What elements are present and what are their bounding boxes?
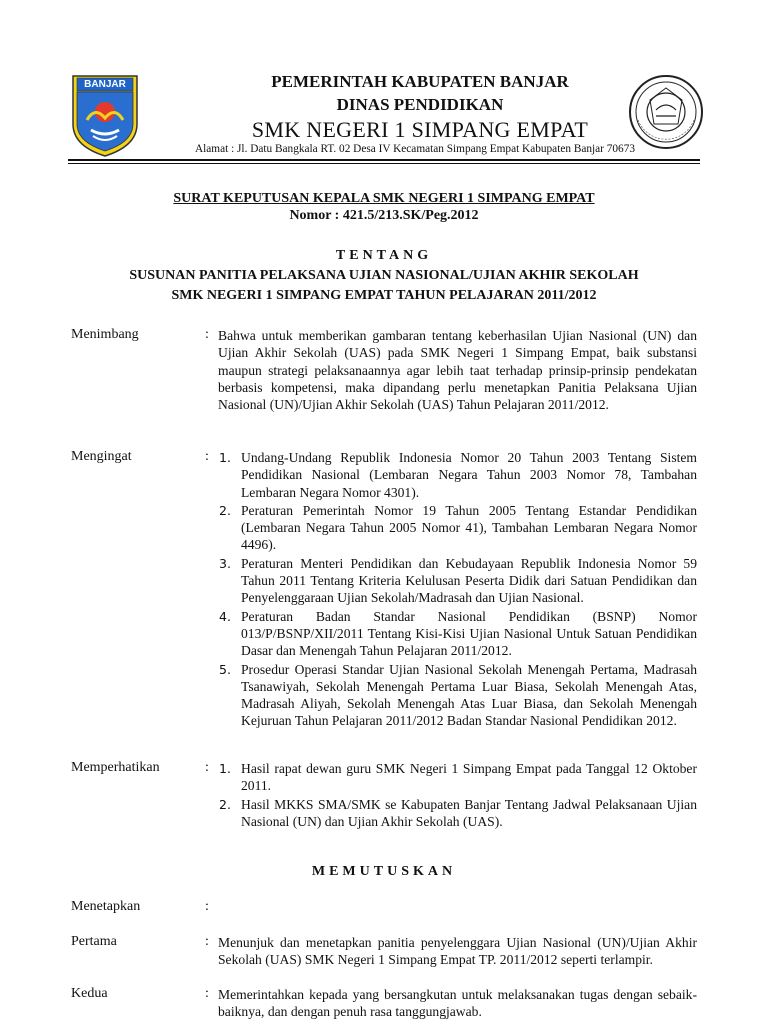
mengingat-colon: : (205, 449, 209, 464)
mengingat-item: 2. Peraturan Pemerintah Nomor 19 Tahun 2005 Tentang Estandar Pendidikan (Lembaran Negara Tahun 2005 Nomor 41), Tambahan Lembaran Negara Nomor 4496). (219, 502, 697, 553)
memperhatikan-label: Memperhatikan (71, 760, 160, 775)
mengingat-item: 3. Peraturan Menteri Pendidikan dan Kebudayaan Republik Indonesia Nomor 59 Tahun 2011 Tentang Kriteria Kelulusan Peserta Didik dari Satuan Pendidikan dan Penyelenggaraan Ujian Sekolah/Madrasah dan Ujian Nasional. (219, 555, 697, 606)
mengingat-item: 4. Peraturan Badan Standar Nasional Pendidikan (BSNP) Nomor 013/P/BSNP/XII/2011 Tentang Kisi-Kisi Ujian Nasional Untuk Satuan Pendidikan Dasar dan Menengah Tahun Pelajaran 2011/2012. (219, 608, 697, 659)
mengingat-label: Mengingat (71, 449, 132, 464)
memperhatikan-item: 1. Hasil rapat dewan guru SMK Negeri 1 Simpang Empat pada Tanggal 12 Oktober 2011. (219, 761, 697, 794)
header-divider-thin (68, 163, 700, 164)
memperhatikan-item: 2. Hasil MKKS SMA/SMK se Kabupaten Banjar Tentang Jadwal Pelaksanaan Ujian Nasional (UN) dan Ujian Akhir Sekolah (UAS). (219, 796, 697, 829)
about-line-1: SUSUNAN PANITIA PELAKSANA UJIAN NASIONAL/UJIAN AKHIR SEKOLAH (129, 268, 639, 283)
government-name: PEMERINTAH KABUPATEN BANJAR (271, 72, 569, 91)
kedua-colon: : (205, 986, 209, 1001)
memutuskan-heading: MEMUTUSKAN (311, 864, 457, 879)
kedua-label: Kedua (71, 986, 108, 1001)
department-name: DINAS PENDIDIKAN (336, 95, 504, 114)
header-divider-thick (68, 159, 700, 161)
menetapkan-label: Menetapkan (71, 899, 141, 914)
banjar-logo-label: BANJAR (84, 79, 126, 90)
pertama-colon: : (205, 934, 209, 949)
memperhatikan-colon: : (205, 760, 209, 775)
menimbang-label: Menimbang (71, 327, 139, 342)
mengingat-item: 5. Prosedur Operasi Standar Ujian Nasional Sekolah Menengah Pertama, Madrasah Tsanawiyah, Sekolah Menengah Pertama Luar Biasa, Sekolah Menengah Atas, Madrasah Aliyah, Sekolah Menengah Atas Luar Biasa, dan Sekolah Menengah Kejuruan Tahun Pelajaran 2011/2012 Badan Standar Nasional Pendidikan 2012. (219, 661, 697, 729)
menetapkan-colon: : (205, 899, 209, 914)
kedua-text: Memerintahkan kepada yang bersangkutan untuk melaksanakan tugas dengan sebaik-baiknya, dan dengan penuh rasa tanggungjawab. (218, 987, 697, 1020)
memperhatikan-list (218, 760, 697, 831)
mengingat-list (218, 449, 697, 731)
menimbang-text: Bahwa untuk memberikan gambaran tentang keberhasilan Ujian Nasional (UN) dan Ujian Akhir Sekolah (UAS) pada SMK Negeri 1 Simpang Empat, baik substansi maupun strategi pelaksanaannya agar lebih taat terhadap prinsip-prinsip pendekatan berbasis kompetensi, maka dipandang perlu menetapkan Panitia Pelaksana Ujian Nasional (UN)/Ujian Akhir Sekolah (UAS) Tahun Pelajaran 2011/2012. (218, 328, 697, 413)
decree-number: Nomor : 421.5/213.SK/Peg.2012 (289, 208, 479, 223)
pertama-label: Pertama (71, 934, 117, 949)
mengingat-item: 1. Undang-Undang Republik Indonesia Nomor 20 Tahun 2003 Tentang Sistem Pendidikan Nasional (Lembaran Negara Tahun 2003 Nomor 78, Tambahan Lembaran Negara Nomor 4301). (219, 450, 697, 500)
school-name: SMK NEGERI 1 SIMPANG EMPAT (251, 117, 589, 142)
menimbang-colon: : (205, 327, 209, 342)
pertama-text: Menunjuk dan menetapkan panitia penyelenggara Ujian Nasional (UN)/Ujian Akhir Sekolah (UAS) SMK Negeri 1 Simpang Empat TP. 2011/2012 seperti terlampir. (218, 935, 697, 968)
about-heading: TENTANG (335, 248, 433, 263)
about-line-2: SMK NEGERI 1 SIMPANG EMPAT TAHUN PELAJARAN 2011/2012 (171, 288, 597, 303)
school-address: Alamat : Jl. Datu Bangkala RT. 02 Desa IV Kecamatan Simpang Empat Kabupaten Banjar 70673 (195, 143, 635, 155)
decree-title: SURAT KEPUTUSAN KEPALA SMK NEGERI 1 SIMPANG EMPAT (173, 191, 595, 206)
